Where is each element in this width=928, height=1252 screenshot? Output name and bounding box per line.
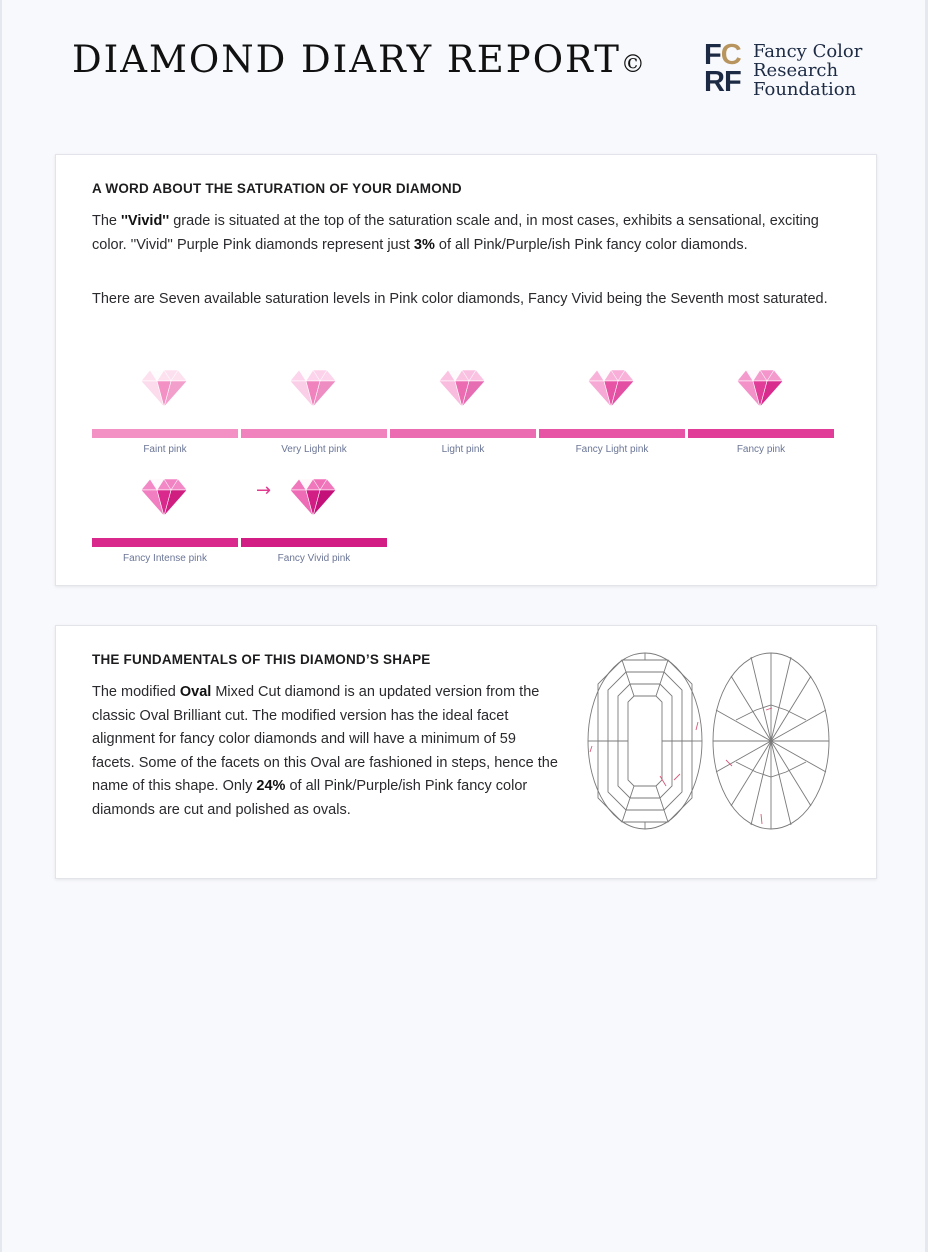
fcrf-logo bbox=[704, 39, 874, 102]
oval-facet-diagram bbox=[586, 650, 836, 832]
copyright-symbol: © bbox=[620, 50, 645, 78]
saturation-bar bbox=[241, 538, 387, 547]
logo-name-line1: Fancy Color bbox=[753, 41, 863, 62]
selected-level-arrow-icon: → bbox=[256, 480, 272, 501]
shape-p-bold-oval: Oval bbox=[179, 684, 212, 700]
logo-name-line3: Foundation bbox=[753, 79, 857, 100]
shape-p-text2: Mixed Cut diamond is an updated version from the classic Oval Brilliant cut. The modified version has the ideal facet alignment for fancy color diamonds and will have a minimum of 59 facets. Some of the facets on this Oval are fashioned in steps, hence the name of this shape. Only bbox=[92, 684, 558, 794]
sat-p1-text1: The bbox=[92, 213, 122, 229]
saturation-label: Fancy Intense pink bbox=[123, 553, 207, 564]
saturation-paragraph-2: There are Seven available saturation levels in Pink color diamonds, Fancy Vivid being the Seventh most saturated. bbox=[92, 291, 828, 307]
sat-p1-text2: grade is situated at the top of the saturation scale and, in most cases, exhibits a sensational, exciting color. ''Vivid'' Purple Pink diamonds represent just bbox=[92, 213, 819, 253]
saturation-level-fancy bbox=[688, 360, 834, 460]
page-edge-left bbox=[0, 0, 2, 1252]
saturation-label: Fancy Light pink bbox=[575, 444, 649, 455]
report-title bbox=[72, 38, 645, 81]
sat-p1-bold-vivid: ''Vivid'' bbox=[121, 213, 170, 229]
shape-p-text1: The modified bbox=[92, 684, 180, 700]
pink-diamond-icon bbox=[289, 368, 337, 408]
report-header bbox=[72, 38, 872, 110]
saturation-bar bbox=[92, 538, 238, 547]
shape-p-text3: of all Pink/Purple/ish Pink fancy color diamonds are cut and polished as ovals. bbox=[92, 778, 528, 818]
saturation-bar bbox=[688, 429, 834, 438]
saturation-bar bbox=[539, 429, 685, 438]
saturation-level-fancy-light bbox=[539, 360, 685, 460]
saturation-level-faint bbox=[92, 360, 238, 460]
sat-p1-bold-percent: 3% bbox=[413, 236, 435, 253]
sat-p1-text3: of all Pink/Purple/ish Pink fancy color diamonds. bbox=[434, 236, 748, 253]
saturation-bar bbox=[92, 429, 238, 438]
report-title-text: DIAMOND DIARY REPORT bbox=[72, 38, 621, 81]
pink-diamond-icon bbox=[736, 368, 784, 408]
saturation-label: Faint pink bbox=[143, 444, 187, 455]
oval-crown-view-icon bbox=[713, 653, 829, 829]
saturation-bar bbox=[241, 429, 387, 438]
oval-pavilion-view-icon bbox=[588, 653, 702, 829]
saturation-paragraph-1 bbox=[92, 210, 842, 257]
saturation-label: Fancy pink bbox=[736, 444, 786, 455]
pink-diamond-icon bbox=[140, 368, 188, 408]
saturation-bar bbox=[390, 429, 536, 438]
logo-letter-f: F bbox=[704, 39, 721, 71]
logo-name-line2: Research bbox=[753, 60, 839, 81]
saturation-label: Very Light pink bbox=[281, 444, 347, 455]
saturation-heading: A WORD ABOUT THE SATURATION OF YOUR DIAMOND bbox=[92, 181, 462, 196]
saturation-label: Light pink bbox=[441, 444, 485, 455]
shape-paragraph bbox=[92, 681, 562, 822]
shape-heading: THE FUNDAMENTALS OF THIS DIAMOND’S SHAPE bbox=[92, 652, 431, 667]
fcrf-logo-mark bbox=[704, 39, 748, 100]
logo-letter-c: C bbox=[720, 39, 741, 71]
saturation-level-light bbox=[390, 360, 536, 460]
saturation-card bbox=[55, 154, 877, 586]
saturation-level-fancy-intense bbox=[92, 469, 238, 569]
pink-diamond-icon bbox=[140, 477, 188, 517]
saturation-label: Fancy Vivid pink bbox=[277, 553, 351, 564]
saturation-scale bbox=[92, 360, 836, 570]
logo-letter-f2: F bbox=[723, 66, 741, 98]
shape-p-bold-percent: 24% bbox=[256, 778, 286, 794]
shape-card bbox=[55, 625, 877, 879]
pink-diamond-icon bbox=[587, 368, 635, 408]
saturation-level-very-light bbox=[241, 360, 387, 460]
fcrf-logo-name bbox=[753, 42, 862, 99]
logo-letter-r: R bbox=[704, 66, 724, 98]
pink-diamond-icon bbox=[289, 477, 337, 517]
pink-diamond-icon bbox=[438, 368, 486, 408]
